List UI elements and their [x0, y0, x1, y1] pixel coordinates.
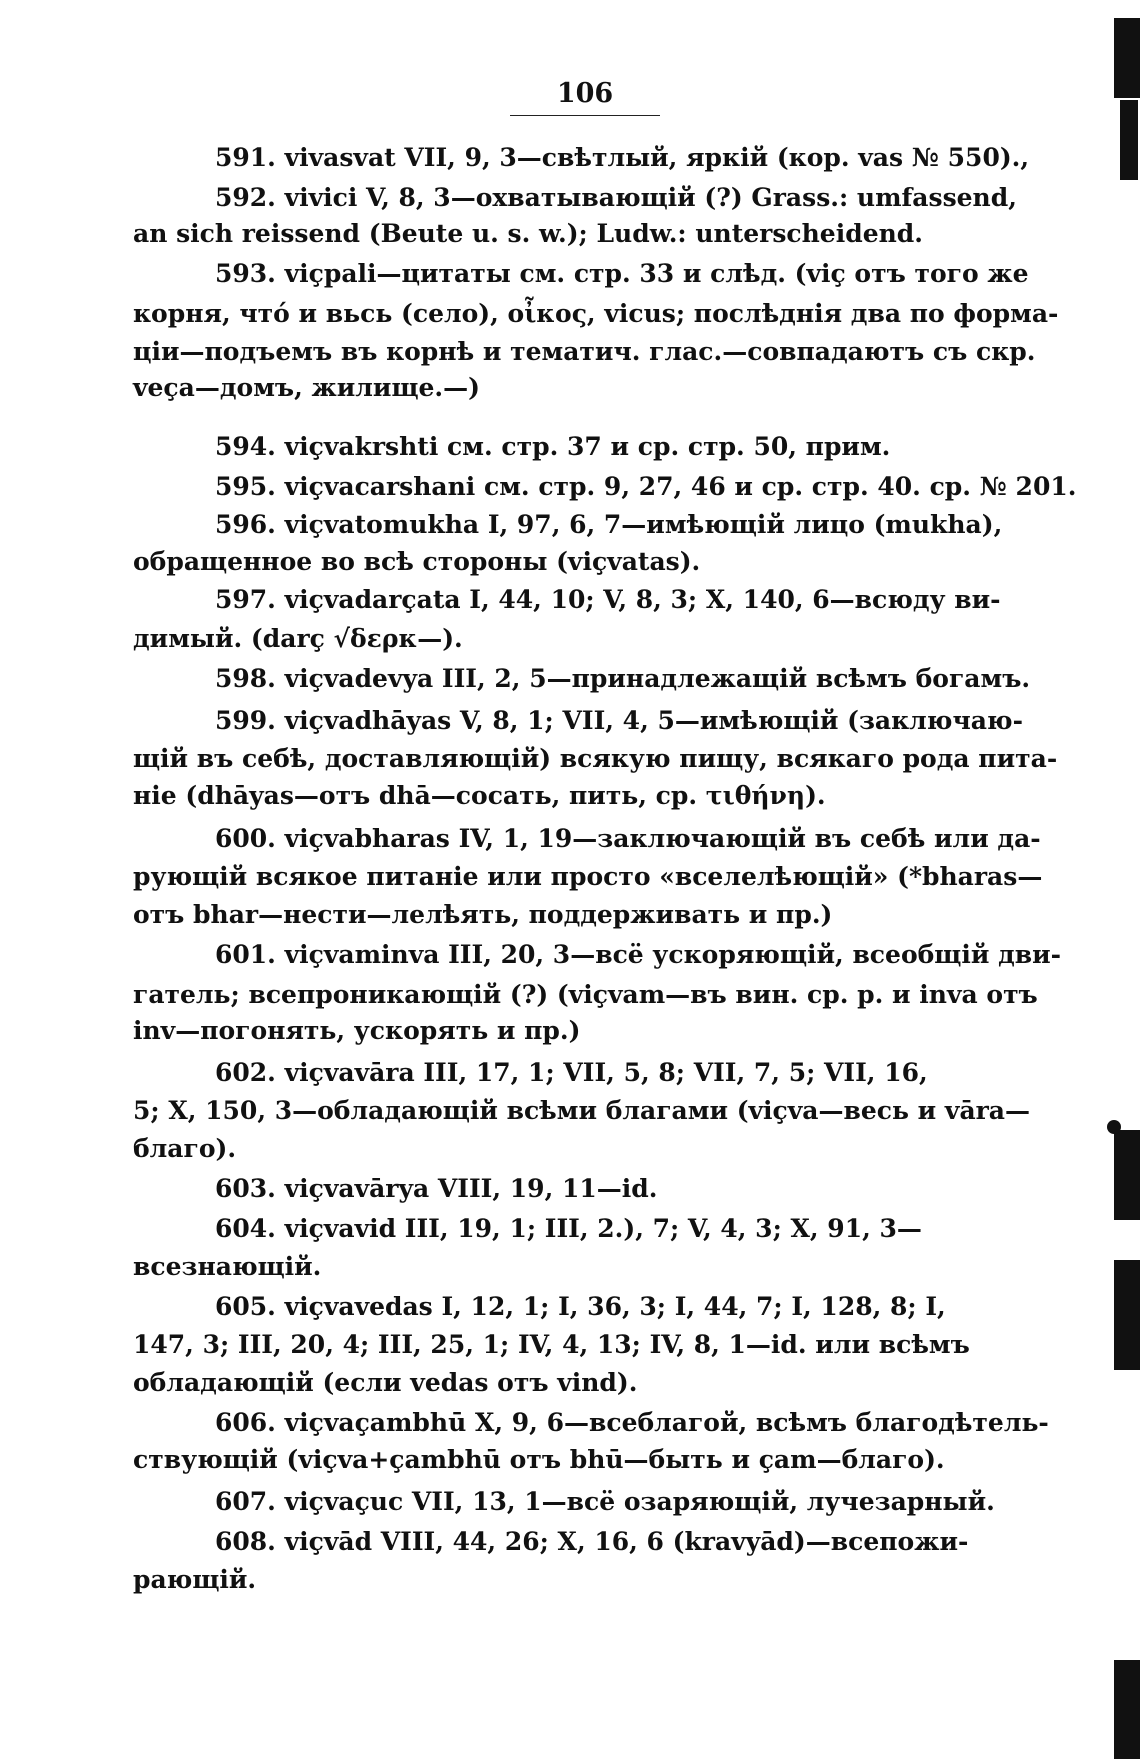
text-line: 5; X, 150, 3—обладающій всѣми благами (viçva—весь и vāra— [133, 1096, 1031, 1125]
ink-dot [1107, 1120, 1121, 1134]
text-line: 594. viçvakrshti см. стр. 37 и ср. стр. 50, прим. [215, 432, 891, 461]
text-line: 600. viçvabharas IV, 1, 19—заключающій въ себѣ или да- [215, 824, 1041, 853]
text-line: обладающій (если vedas отъ vind). [133, 1368, 638, 1397]
text-line: 606. viçvaçambhū X, 9, 6—всеблагой, всѣмъ благодѣтель- [215, 1408, 1049, 1437]
scan-edge-mark [1114, 1260, 1140, 1370]
text-line: veça—домъ, жилище.—) [133, 373, 480, 402]
text-line: inv—погонять, ускорять и пр.) [133, 1016, 581, 1045]
text-line: всезнающій. [133, 1252, 322, 1281]
text-line: 605. viçvavedas I, 12, 1; I, 36, 3; I, 44, 7; I, 128, 8; I, [215, 1292, 946, 1321]
scan-edge-strip [1114, 0, 1140, 1759]
text-line: 599. viçvadhāyas V, 8, 1; VII, 4, 5—имѣющій (заключаю- [215, 706, 1023, 735]
scan-edge-mark [1114, 1130, 1140, 1220]
text-line: 597. viçvadarçata I, 44, 10; V, 8, 3; X, 140, 6—всюду ви- [215, 585, 1001, 614]
text-line: 601. viçvaminva III, 20, 3—всё ускоряющій, всеобщій дви- [215, 940, 1062, 969]
page-number: 106 [556, 78, 614, 109]
text-line: 147, 3; III, 20, 4; III, 25, 1; IV, 4, 13; IV, 8, 1—id. или всѣмъ [133, 1330, 970, 1359]
scan-edge-mark [1120, 100, 1138, 180]
text-line: рающій. [133, 1565, 257, 1594]
text-line: обращенное во всѣ стороны (viçvatas). [133, 547, 701, 576]
text-line: 598. viçvadevya III, 2, 5—принадлежащій всѣмъ богамъ. [215, 664, 1031, 693]
text-line: благо). [133, 1134, 237, 1163]
scan-edge-mark [1114, 1660, 1140, 1759]
text-line: 596. viçvatomukha I, 97, 6, 7—имѣющій лицо (mukha), [215, 510, 1003, 539]
text-line: 593. viçpali—цитаты см. стр. 33 и слѣд. (viç отъ того же [215, 259, 1029, 288]
text-line: гатель; всепроникающій (?) (viçvam—въ вин. ср. р. и inva отъ [133, 980, 1038, 1009]
scan-edge-mark [1114, 18, 1140, 98]
text-line: 604. viçvavid III, 19, 1; III, 2.), 7; V, 4, 3; X, 91, 3— [215, 1214, 922, 1243]
text-line: ствующій (viçva+çambhū отъ bhū—быть и çam—благо). [133, 1445, 945, 1474]
text-line: корня, что́ и вьсь (село), οἶκος, vicus; послѣднія два по форма- [133, 299, 1059, 328]
text-line: ніе (dhāyas—отъ dhā—сосать, пить, ср. τιθήνη). [133, 781, 826, 810]
text-line: 607. viçvaçuc VII, 13, 1—всё озаряющій, лучезарный. [215, 1487, 995, 1516]
text-line: ціи—подъемъ въ корнѣ и тематич. глас.—совпадаютъ съ скр. [133, 337, 1036, 366]
text-line: 592. vivici V, 8, 3—охватывающій (?) Grass.: umfassend, [215, 183, 1017, 212]
text-line: 603. viçvavārya VIII, 19, 11—id. [215, 1174, 658, 1203]
header-rule [510, 115, 660, 116]
text-line: отъ bhar—нести—лелѣять, поддерживать и пр.) [133, 900, 833, 929]
text-line: димый. (darç √δερκ—). [133, 624, 463, 653]
text-line: 608. viçvād VIII, 44, 26; X, 16, 6 (kravyād)—всепожи- [215, 1527, 969, 1556]
text-line: an sich reissend (Beute u. s. w.); Ludw.: unterscheidend. [133, 219, 923, 248]
text-line: рующій всякое питаніе или просто «вселелѣющій» (*bharas— [133, 862, 1043, 891]
text-line: щій въ себѣ, доставляющій) всякую пищу, всякаго рода пита- [133, 744, 1058, 773]
text-line: 591. vivasvat VII, 9, 3—свѣтлый, яркій (кор. vas № 550)., [215, 143, 1030, 172]
text-line: 602. viçvavāra III, 17, 1; VII, 5, 8; VII, 7, 5; VII, 16, [215, 1058, 928, 1087]
text-line: 595. viçvacarshani см. стр. 9, 27, 46 и ср. стр. 40. ср. № 201. [215, 472, 1077, 501]
